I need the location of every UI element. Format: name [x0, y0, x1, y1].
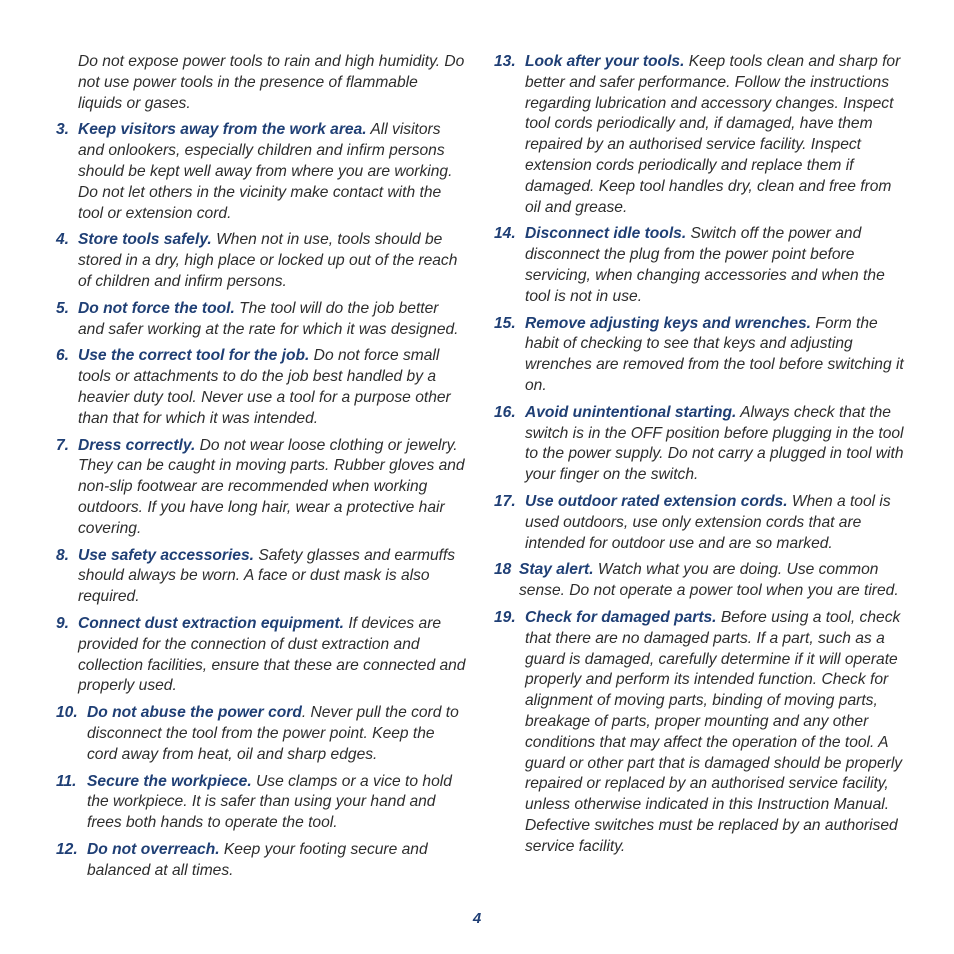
- list-item: [56, 436, 466, 540]
- item-body: [56, 436, 466, 540]
- item-text: All visitors and onlookers, especially children and infirm persons should be kept well away from where you are working. Do not let others in the vicinity make contact with the tool or extension cord.: [78, 121, 453, 222]
- list-item: [56, 703, 466, 765]
- item-body: [56, 840, 466, 882]
- item-number: 9.: [56, 614, 70, 632]
- item-number: 10.: [56, 704, 78, 722]
- item-body: [494, 492, 906, 554]
- list-item: [494, 560, 906, 602]
- list-item: [494, 403, 906, 486]
- item-text: Switch off the power and disconnect the plug from the power point before servicing, when changing accessories and when the tool is not in use.: [525, 225, 885, 305]
- intro-text: Do not expose power tools to rain and high humidity. Do not use power tools in the presence of flammable liquids or gases.: [78, 53, 465, 112]
- item-body: [56, 614, 466, 697]
- item-body: [494, 608, 906, 858]
- item-text: Keep your footing secure and balanced at all times.: [87, 840, 428, 879]
- list-item: [56, 346, 466, 429]
- list-item: [56, 840, 466, 882]
- item-body: [494, 52, 906, 218]
- item-body: [56, 703, 466, 765]
- list-item: [494, 492, 906, 554]
- item-number: 5.: [56, 299, 70, 317]
- list-item: [56, 546, 466, 608]
- item-number: 3.: [56, 121, 70, 139]
- item-body: [56, 772, 466, 834]
- list-item: [494, 52, 906, 218]
- left-item-list: [56, 120, 466, 881]
- item-number: 13.: [494, 53, 516, 70]
- item-body: [494, 314, 906, 397]
- item-body: [56, 120, 466, 224]
- page-number: 4: [472, 910, 482, 927]
- item-title: Do not overreach.: [87, 840, 220, 858]
- item-number: 7.: [56, 436, 70, 454]
- item-number: 6.: [56, 347, 70, 365]
- item-title: Secure the workpiece.: [87, 772, 252, 790]
- item-number: 15.: [494, 314, 516, 332]
- item-number: 4.: [56, 231, 70, 249]
- item-body: [494, 403, 906, 486]
- item-title: Do not abuse the power cord: [87, 704, 302, 722]
- item-number: 17.: [494, 492, 516, 510]
- item-text: Always check that the switch is in the OFF position before plugging in the tool to the power supply. Do not carry a plugged in tool with your finger on the switch.: [525, 403, 904, 484]
- left-column: [56, 52, 466, 887]
- item-text: If devices are provided for the connection of dust extraction and collection facilities, ensure that these are connected and properly used.: [78, 614, 466, 695]
- item-title: Do not force the tool.: [78, 299, 235, 317]
- item-title: Use safety accessories.: [78, 546, 254, 564]
- item-body: [56, 546, 466, 608]
- item-text: Keep tools clean and sharp for better and safer performance. Follow the instructions regarding lubrication and accessory changes. Inspect tool cords periodically and, if damaged, have them repaired by an authorised service facility. Inspect extension cords periodically and replace them if damaged. Keep tool handles dry, clean and free from oil and grease.: [525, 53, 901, 216]
- item-title: Connect dust extraction equipment.: [78, 614, 344, 632]
- list-item: [56, 299, 466, 341]
- right-item-list: [494, 52, 906, 857]
- item-text: When not in use, tools should be stored in a dry, high place or locked up out of the reach of children and infirm persons.: [78, 231, 458, 290]
- item-title: Dress correctly.: [78, 436, 196, 454]
- item-text: Before using a tool, check that there are no damaged parts. If a part, such as a guard is damaged, carefully determine if it will operate properly and perform its intended function. Check for alignment of moving parts, binding of moving parts, breakage of parts, proper mounting and any other conditions that may affect the operation of the tool. A guard or other part that is damaged should be properly repaired or replaced by an authorised service facility, unless otherwise indicated in this Instruction Manual. Defective switches must be replaced by an authorised service facility.: [525, 608, 903, 855]
- item-title: Disconnect idle tools.: [525, 225, 687, 243]
- item-title: Remove adjusting keys and wrenches.: [525, 314, 811, 332]
- list-item: [56, 614, 466, 697]
- intro-paragraph: [56, 52, 466, 114]
- item-text: Form the habit of checking to see that keys and adjusting wrenches are removed from the tool before switching it on.: [525, 314, 904, 394]
- item-body: [56, 230, 466, 292]
- list-item: [56, 120, 466, 224]
- item-number: 11.: [56, 772, 77, 790]
- item-body: [56, 346, 466, 429]
- list-item: [56, 230, 466, 292]
- item-body: [56, 299, 466, 341]
- list-item: [494, 224, 906, 307]
- item-number: 14.: [494, 225, 516, 243]
- item-number: 19.: [494, 608, 516, 626]
- item-title: Keep visitors away from the work area.: [78, 121, 367, 139]
- item-number: 16.: [494, 403, 516, 421]
- list-item: [494, 314, 906, 397]
- item-title: Avoid unintentional starting.: [525, 403, 737, 421]
- item-body: [494, 224, 906, 307]
- item-number: 12.: [56, 840, 78, 858]
- item-text: . Never pull the cord to disconnect the tool from the power point. Keep the cord away from heat, oil and sharp edges.: [87, 704, 459, 763]
- item-number: 18: [494, 561, 512, 579]
- item-text: Safety glasses and earmuffs should always be worn. A face or dust mask is also required.: [78, 546, 456, 606]
- item-text: Do not wear loose clothing or jewelry. They can be caught in moving parts. Rubber gloves and non-slip footwear are recommended when working outdoors. If you have long hair, wear a protective hair covering.: [78, 436, 465, 537]
- right-column: [494, 52, 906, 863]
- item-title: Store tools safely.: [78, 231, 212, 249]
- list-item: [56, 772, 466, 834]
- item-text: The tool will do the job better and safer working at the rate for which it was designed.: [78, 299, 459, 338]
- item-title: Stay alert.: [519, 561, 594, 579]
- item-title: Look after your tools.: [525, 53, 685, 70]
- item-title: Check for damaged parts.: [525, 608, 717, 626]
- item-text: Watch what you are doing. Use common sense. Do not operate a power tool when you are tired.: [519, 561, 899, 600]
- item-title: Use the correct tool for the job.: [78, 347, 310, 365]
- item-number: 8.: [56, 546, 70, 564]
- list-item: [494, 608, 906, 858]
- item-text: Use clamps or a vice to hold the workpiece. It is safer than using your hand and frees both hands to operate the tool.: [87, 772, 452, 832]
- item-text: Do not force small tools or attachments to do the job best handled by a heavier duty tool. Never use a tool for a purpose other than that for which it was intended.: [78, 347, 451, 427]
- item-title: Use outdoor rated extension cords.: [525, 492, 788, 510]
- item-text: When a tool is used outdoors, use only extension cords that are intended for outdoor use and are so marked.: [525, 492, 891, 552]
- item-body: [494, 560, 906, 602]
